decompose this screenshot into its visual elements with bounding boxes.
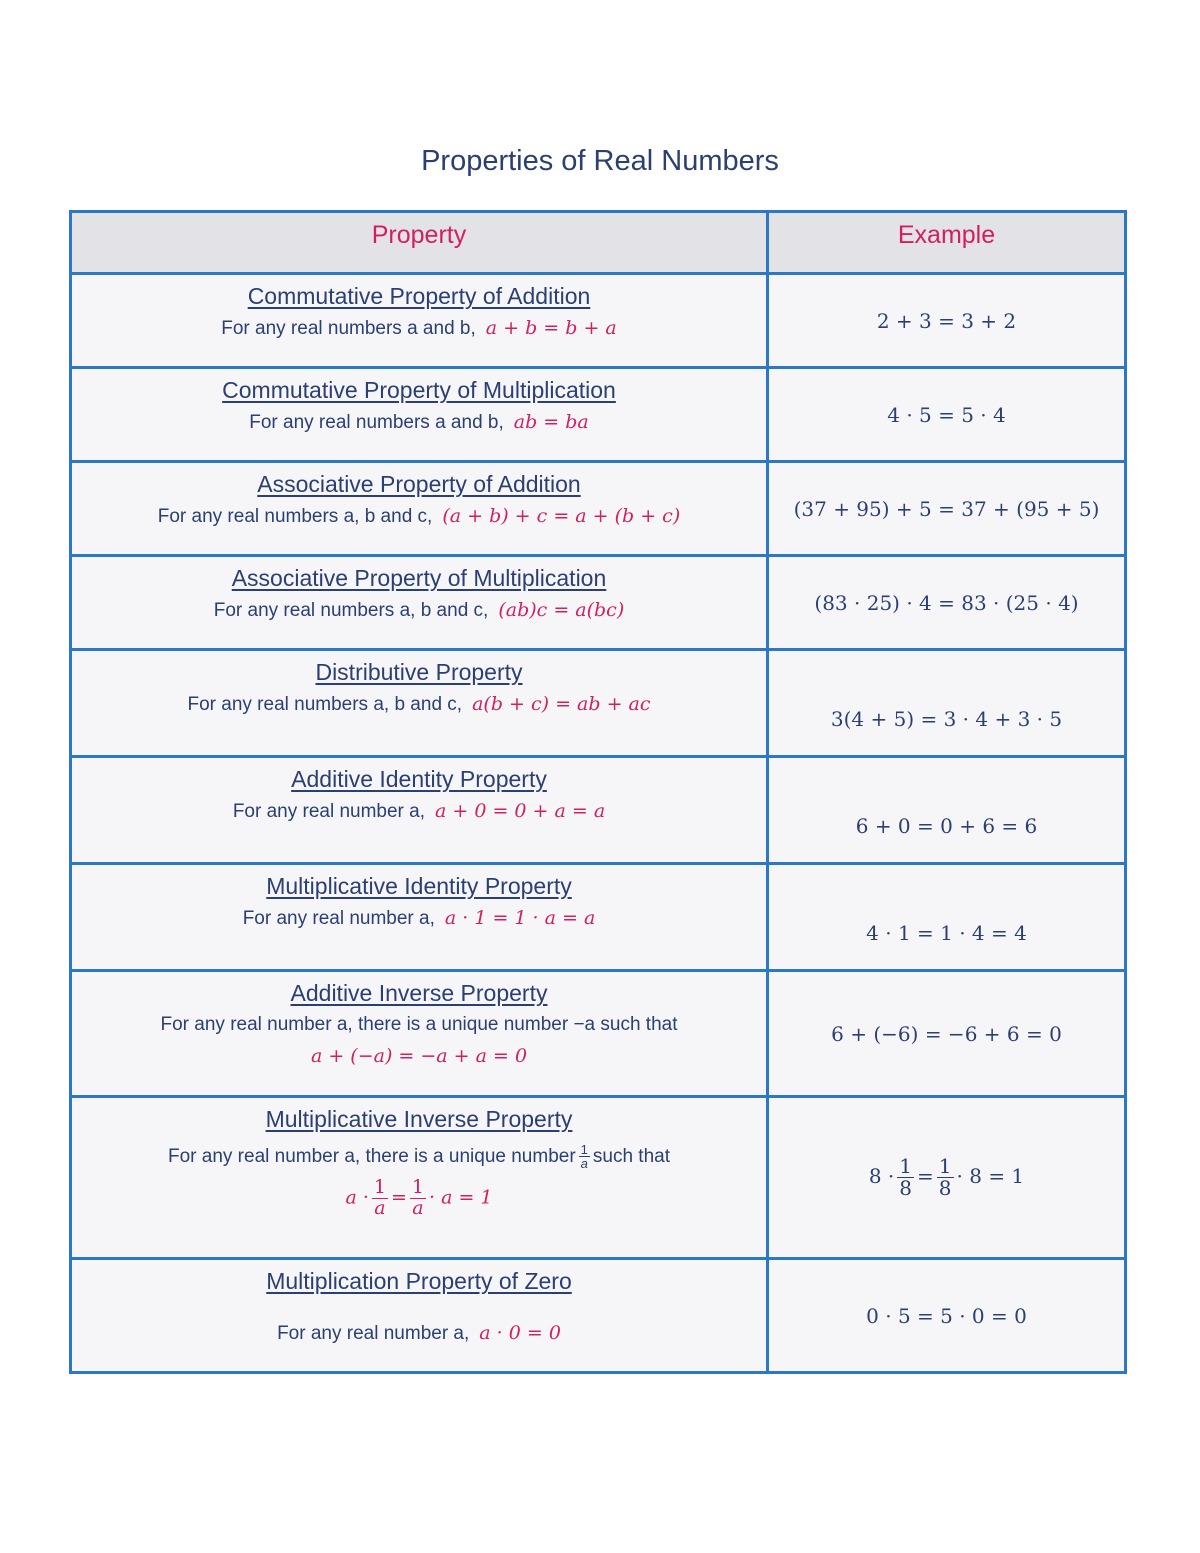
header-row — [71, 212, 1126, 274]
example-formula: 6 + (−6) = −6 + 6 = 0 — [831, 1021, 1062, 1046]
example-cell — [768, 864, 1126, 971]
property-description: For any real numbers a and b, — [249, 412, 504, 433]
example-cell — [768, 971, 1126, 1097]
property-name: Commutative Property of Addition — [247, 283, 591, 309]
property-formula: a · 1 = 1 · a = a — [444, 907, 596, 929]
table-row — [71, 757, 1126, 864]
example-cell — [768, 274, 1126, 368]
example-formula: 0 · 5 = 5 · 0 = 0 — [866, 1303, 1027, 1328]
property-description: For any real numbers a and b, — [221, 318, 476, 339]
table-row — [71, 274, 1126, 368]
example-cell — [768, 368, 1126, 462]
property-description: For any real number a, there is a unique number −a such that — [160, 1014, 678, 1035]
example-formula: 8 · $\frac{1}{8}$ = $\frac{1}{8}$ · 8 = 1 — [868, 1154, 1025, 1200]
property-cell — [71, 864, 768, 971]
header-property: Property — [71, 212, 768, 274]
property-formula: a + b = b + a — [485, 317, 617, 339]
table-row — [71, 1259, 1126, 1373]
property-name: Additive Inverse Property — [290, 980, 548, 1006]
property-formula: a · 0 = 0 — [479, 1322, 561, 1344]
property-formula: (ab)c = a(bc) — [498, 599, 625, 621]
example-formula: (37 + 95) + 5 = 37 + (95 + 5) — [793, 496, 1100, 521]
example-cell — [768, 757, 1126, 864]
property-formula: a + 0 = 0 + a = a — [435, 800, 606, 822]
property-description: For any real number a, there is a unique number $\frac{1}{a}$ such that — [167, 1141, 670, 1172]
properties-table — [69, 210, 1127, 1374]
example-formula: 2 + 3 = 3 + 2 — [876, 308, 1017, 333]
example-cell — [768, 556, 1126, 650]
property-description: For any real number a, — [277, 1323, 470, 1344]
table-row — [71, 971, 1126, 1097]
property-name: Commutative Property of Multiplication — [222, 377, 616, 403]
property-cell — [71, 462, 768, 556]
property-name: Multiplicative Identity Property — [266, 873, 572, 899]
property-name: Additive Identity Property — [291, 766, 547, 792]
property-formula: (a + b) + c = a + (b + c) — [442, 505, 681, 527]
example-formula: 4 · 5 = 5 · 4 — [887, 402, 1006, 427]
property-name: Associative Property of Multiplication — [231, 565, 607, 591]
property-description: For any real number a, — [232, 801, 426, 822]
property-cell — [71, 368, 768, 462]
example-cell — [768, 650, 1126, 757]
example-cell — [768, 462, 1126, 556]
property-name: Multiplication Property of Zero — [266, 1268, 572, 1294]
property-name: Distributive Property — [315, 659, 523, 685]
property-description: For any real number a, — [242, 908, 435, 929]
property-formula: ab = ba — [513, 411, 589, 433]
property-formula: a + (−a) = −a + a = 0 — [310, 1045, 528, 1067]
property-description: For any real numbers a, b and c, — [187, 694, 463, 715]
property-formula: a(b + c) = ab + ac — [472, 693, 651, 715]
property-cell — [71, 757, 768, 864]
example-formula: 6 + 0 = 0 + 6 = 6 — [855, 814, 1038, 838]
example-formula: 4 · 1 = 1 · 4 = 4 — [866, 921, 1027, 945]
fraction: $\frac{1}{a}$ — [580, 1141, 588, 1172]
property-formula: a · $\frac{1}{a}$ = $\frac{1}{a}$ · a = 1 — [345, 1176, 493, 1219]
property-description: For any real numbers a, b and c, — [213, 600, 489, 621]
example-formula: (83 · 25) · 4 = 83 · (25 · 4) — [814, 590, 1079, 615]
table-row — [71, 1097, 1126, 1259]
property-cell — [71, 274, 768, 368]
property-cell — [71, 556, 768, 650]
property-name: Multiplicative Inverse Property — [265, 1106, 573, 1132]
property-cell — [71, 971, 768, 1097]
table-row — [71, 864, 1126, 971]
table-row — [71, 650, 1126, 757]
property-name: Associative Property of Addition — [257, 471, 581, 497]
table-row — [71, 556, 1126, 650]
table-row — [71, 462, 1126, 556]
table-row — [71, 368, 1126, 462]
property-cell — [71, 1097, 768, 1259]
page-title: Properties of Real Numbers — [421, 145, 779, 177]
fraction: $\frac{1}{a}$ — [373, 1176, 386, 1219]
fraction: $\frac{1}{8}$ — [938, 1154, 952, 1200]
header-example: Example — [768, 212, 1126, 274]
example-formula: 3(4 + 5) = 3 · 4 + 3 · 5 — [830, 707, 1063, 731]
property-cell — [71, 650, 768, 757]
property-cell — [71, 1259, 768, 1373]
property-description: For any real numbers a, b and c, — [157, 506, 433, 527]
example-cell — [768, 1097, 1126, 1259]
fraction: $\frac{1}{a}$ — [411, 1176, 425, 1219]
fraction: $\frac{1}{8}$ — [899, 1154, 913, 1200]
example-cell — [768, 1259, 1126, 1373]
